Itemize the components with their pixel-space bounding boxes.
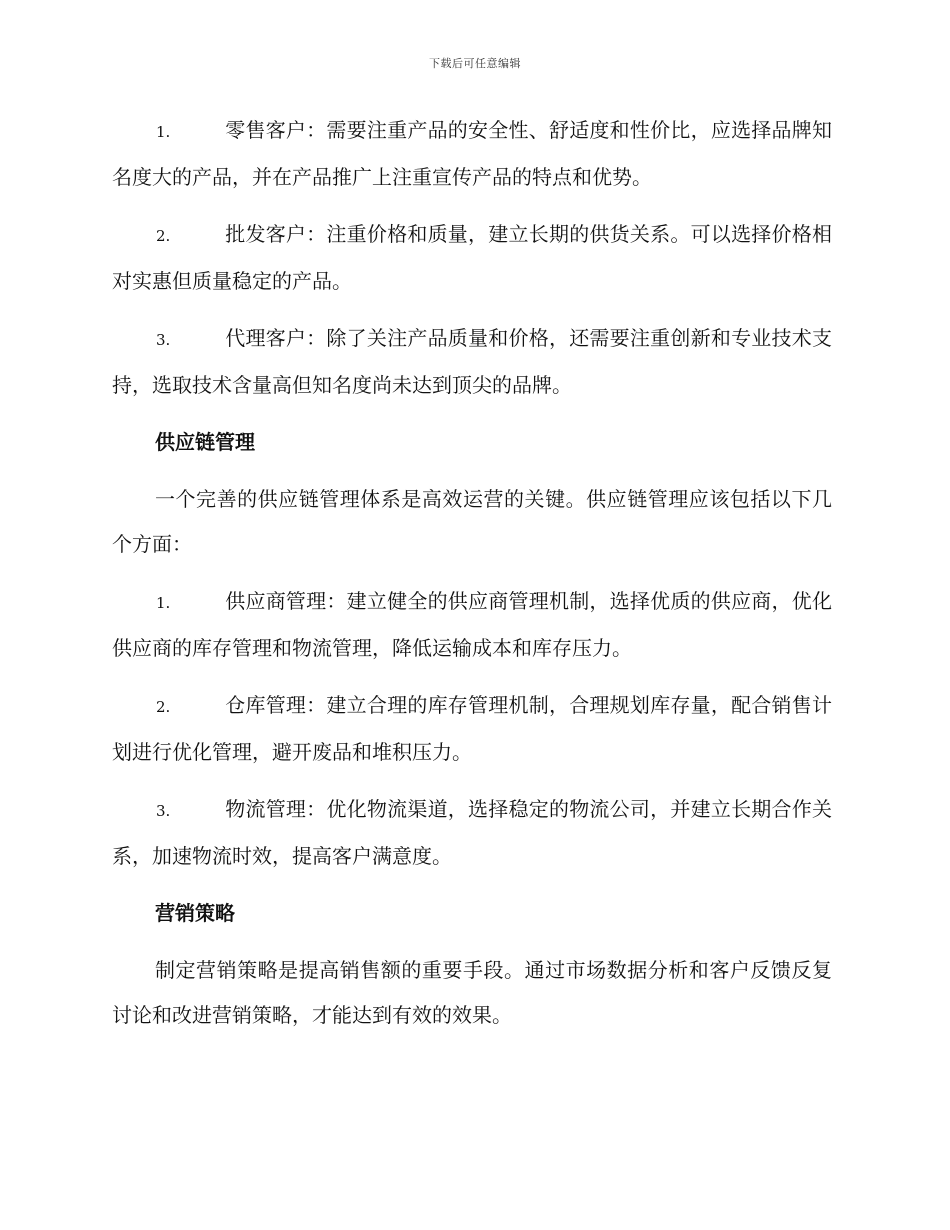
list-number: 3. — [156, 331, 171, 349]
page-header-note: 下载后可任意编辑 — [429, 57, 521, 70]
section-heading-supply-chain: 供应链管理 — [155, 430, 255, 454]
list-text: 批发客户：注重价格和质量，建立长期的供货关系。可以选择价格相对实惠但质量稳定的产品。 — [112, 222, 832, 293]
list-number: 2. — [156, 227, 171, 245]
list-text: 物流管理：优化物流渠道，选择稳定的物流公司，并建立长期合作关系，加速物流时效，提高客户满意度。 — [112, 797, 832, 868]
document-body — [112, 108, 832, 1050]
customer-list-item — [112, 316, 832, 408]
customer-list-item — [112, 108, 832, 200]
supply-chain-intro: 一个完善的供应链管理体系是高效运营的关键。供应链管理应该包括以下几个方面： — [112, 487, 832, 556]
supply-chain-list-item — [112, 683, 832, 775]
list-number: 1. — [156, 123, 171, 141]
supply-chain-list-item — [112, 579, 832, 671]
customer-list-item — [112, 212, 832, 304]
list-text: 仓库管理：建立合理的库存管理机制，合理规划库存量，配合销售计划进行优化管理，避开废品和堆积压力。 — [112, 693, 832, 764]
section-heading-marketing: 营销策略 — [155, 901, 235, 925]
list-text: 零售客户：需要注重产品的安全性、舒适度和性价比，应选择品牌知名度大的产品，并在产品推广上注重宣传产品的特点和优势。 — [112, 118, 832, 189]
list-text: 供应商管理：建立健全的供应商管理机制，选择优质的供应商，优化供应商的库存管理和物流管理，降低运输成本和库存压力。 — [112, 589, 832, 660]
list-text: 代理客户：除了关注产品质量和价格，还需要注重创新和专业技术支持，选取技术含量高但知名度尚未达到顶尖的品牌。 — [112, 326, 832, 397]
marketing-body: 制定营销策略是提高销售额的重要手段。通过市场数据分析和客户反馈反复讨论和改进营销策略，才能达到有效的效果。 — [112, 958, 832, 1027]
list-number: 2. — [156, 698, 171, 716]
supply-chain-list-item — [112, 787, 832, 879]
list-number: 1. — [156, 594, 171, 612]
list-number: 3. — [156, 802, 171, 820]
